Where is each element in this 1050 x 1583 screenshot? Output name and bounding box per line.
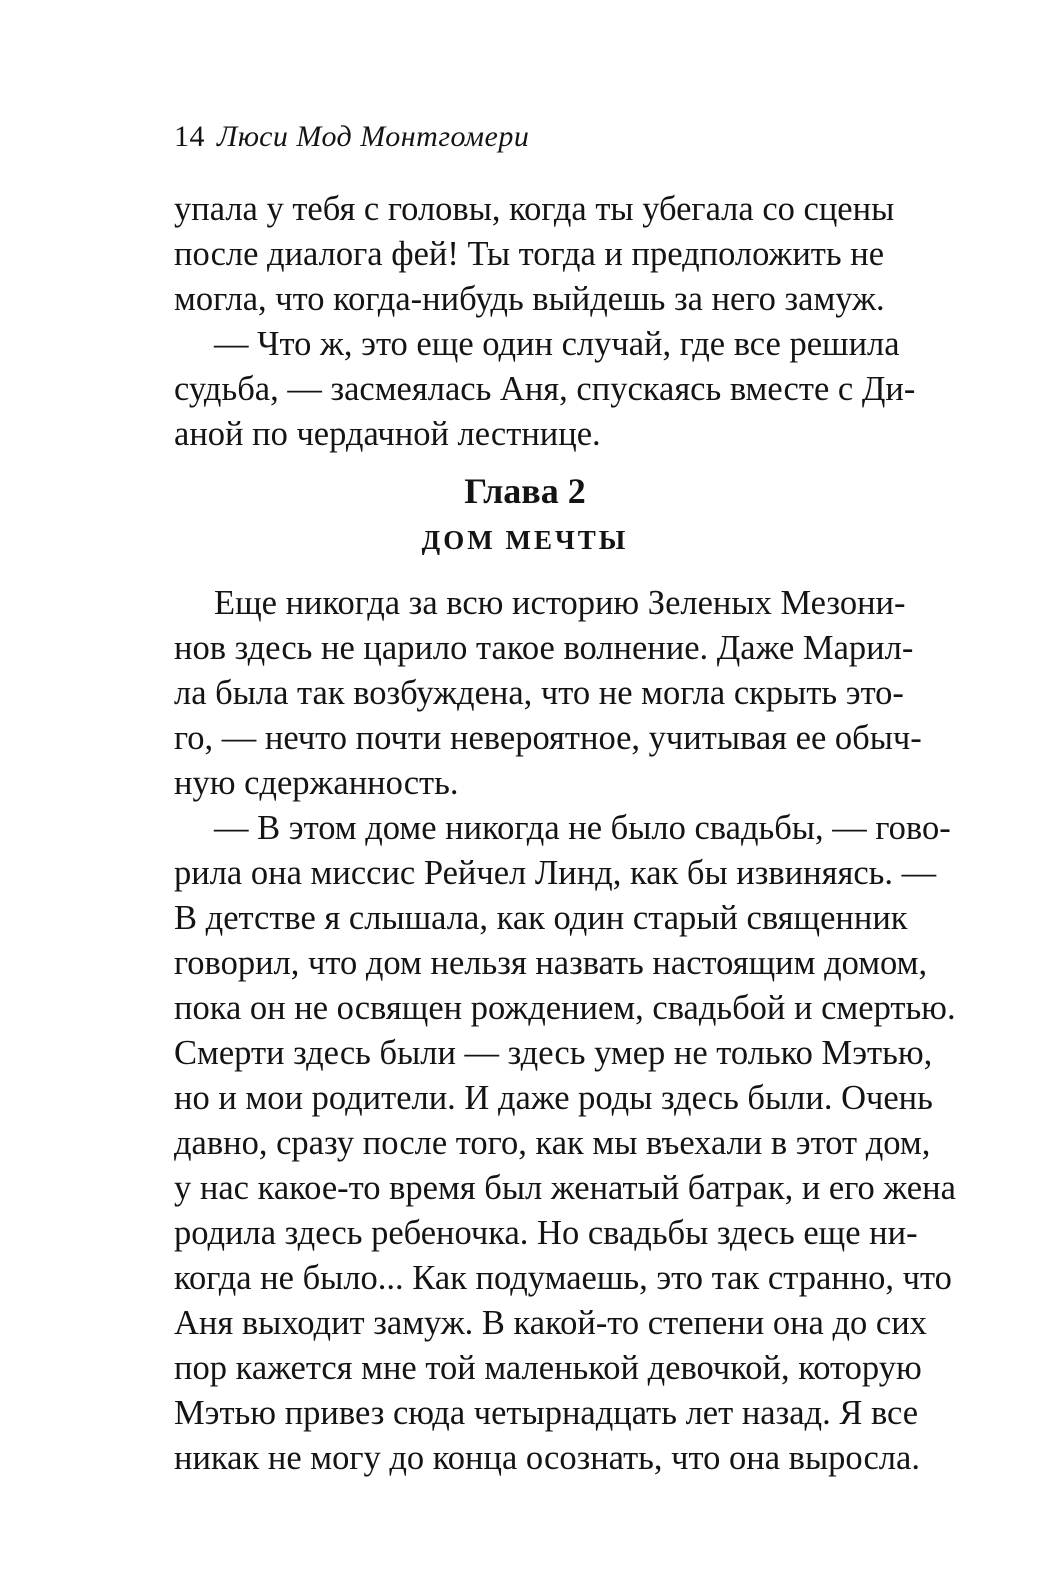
text-line: могла, что когда-нибудь выйдешь за него замуж.	[174, 280, 885, 318]
text-line: Смерти здесь были — здесь умер не только Мэтью,	[174, 1034, 933, 1072]
text-line: пока он не освящен рождением, свадьбой и смертью.	[174, 989, 956, 1027]
text-line: Еще никогда за всю историю Зеленых Мезони-	[214, 584, 906, 622]
text-block-previous-chapter	[174, 187, 916, 457]
text-block-chapter-2	[174, 581, 956, 1481]
chapter-title: Глава 2	[464, 471, 586, 511]
text-line: родила здесь ребеночка. Но свадьбы здесь еще ни-	[174, 1214, 918, 1252]
text-line: ла была так возбуждена, что не могла скрыть это-	[174, 674, 904, 712]
text-line: у нас какое-то время был женатый батрак, и его жена	[174, 1169, 956, 1207]
text-line: давно, сразу после того, как мы въехали в этот дом,	[174, 1124, 931, 1162]
text-line: Мэтью привез сюда четырнадцать лет назад. Я все	[174, 1394, 919, 1432]
text-line: ную сдержанность.	[174, 764, 459, 802]
author-name: Люси Мод Монтгомери	[217, 120, 530, 153]
text-line: упала у тебя с головы, когда ты убегала со сцены	[174, 190, 895, 228]
text-line: говорил, что дом нельзя назвать настоящим домом,	[174, 944, 928, 982]
text-line: когда не было... Как подумаешь, это так странно, что	[174, 1259, 952, 1297]
text-line: — В этом доме никогда не было свадьбы, — гово-	[214, 809, 951, 847]
chapter-subtitle: ДОМ МЕЧТЫ	[421, 525, 629, 555]
text-line: Аня выходит замуж. В какой-то степени она до сих	[174, 1304, 927, 1342]
page-number: 14	[174, 120, 205, 153]
text-line: В детстве я слышала, как один старый священник	[174, 899, 908, 937]
text-line: го, — нечто почти невероятное, учитывая ее обыч-	[174, 719, 922, 757]
text-line: но и мои родители. И даже роды здесь были. Очень	[174, 1079, 933, 1117]
text-line: судьба, — засмеялась Аня, спускаясь вместе с Ди-	[174, 370, 916, 408]
text-line: пор кажется мне той маленькой девочкой, которую	[174, 1349, 922, 1387]
text-line: аной по чердачной лестнице.	[174, 415, 601, 453]
text-line: нов здесь не царило такое волнение. Даже Марил-	[174, 629, 914, 667]
text-line: никак не могу до конца осознать, что она выросла.	[174, 1439, 920, 1477]
text-line: — Что ж, это еще один случай, где все решила	[214, 325, 900, 363]
text-line: после диалога фей! Ты тогда и предположить не	[174, 235, 885, 273]
text-line: рила она миссис Рейчел Линд, как бы извиняясь. —	[174, 854, 937, 892]
running-head	[174, 120, 529, 154]
